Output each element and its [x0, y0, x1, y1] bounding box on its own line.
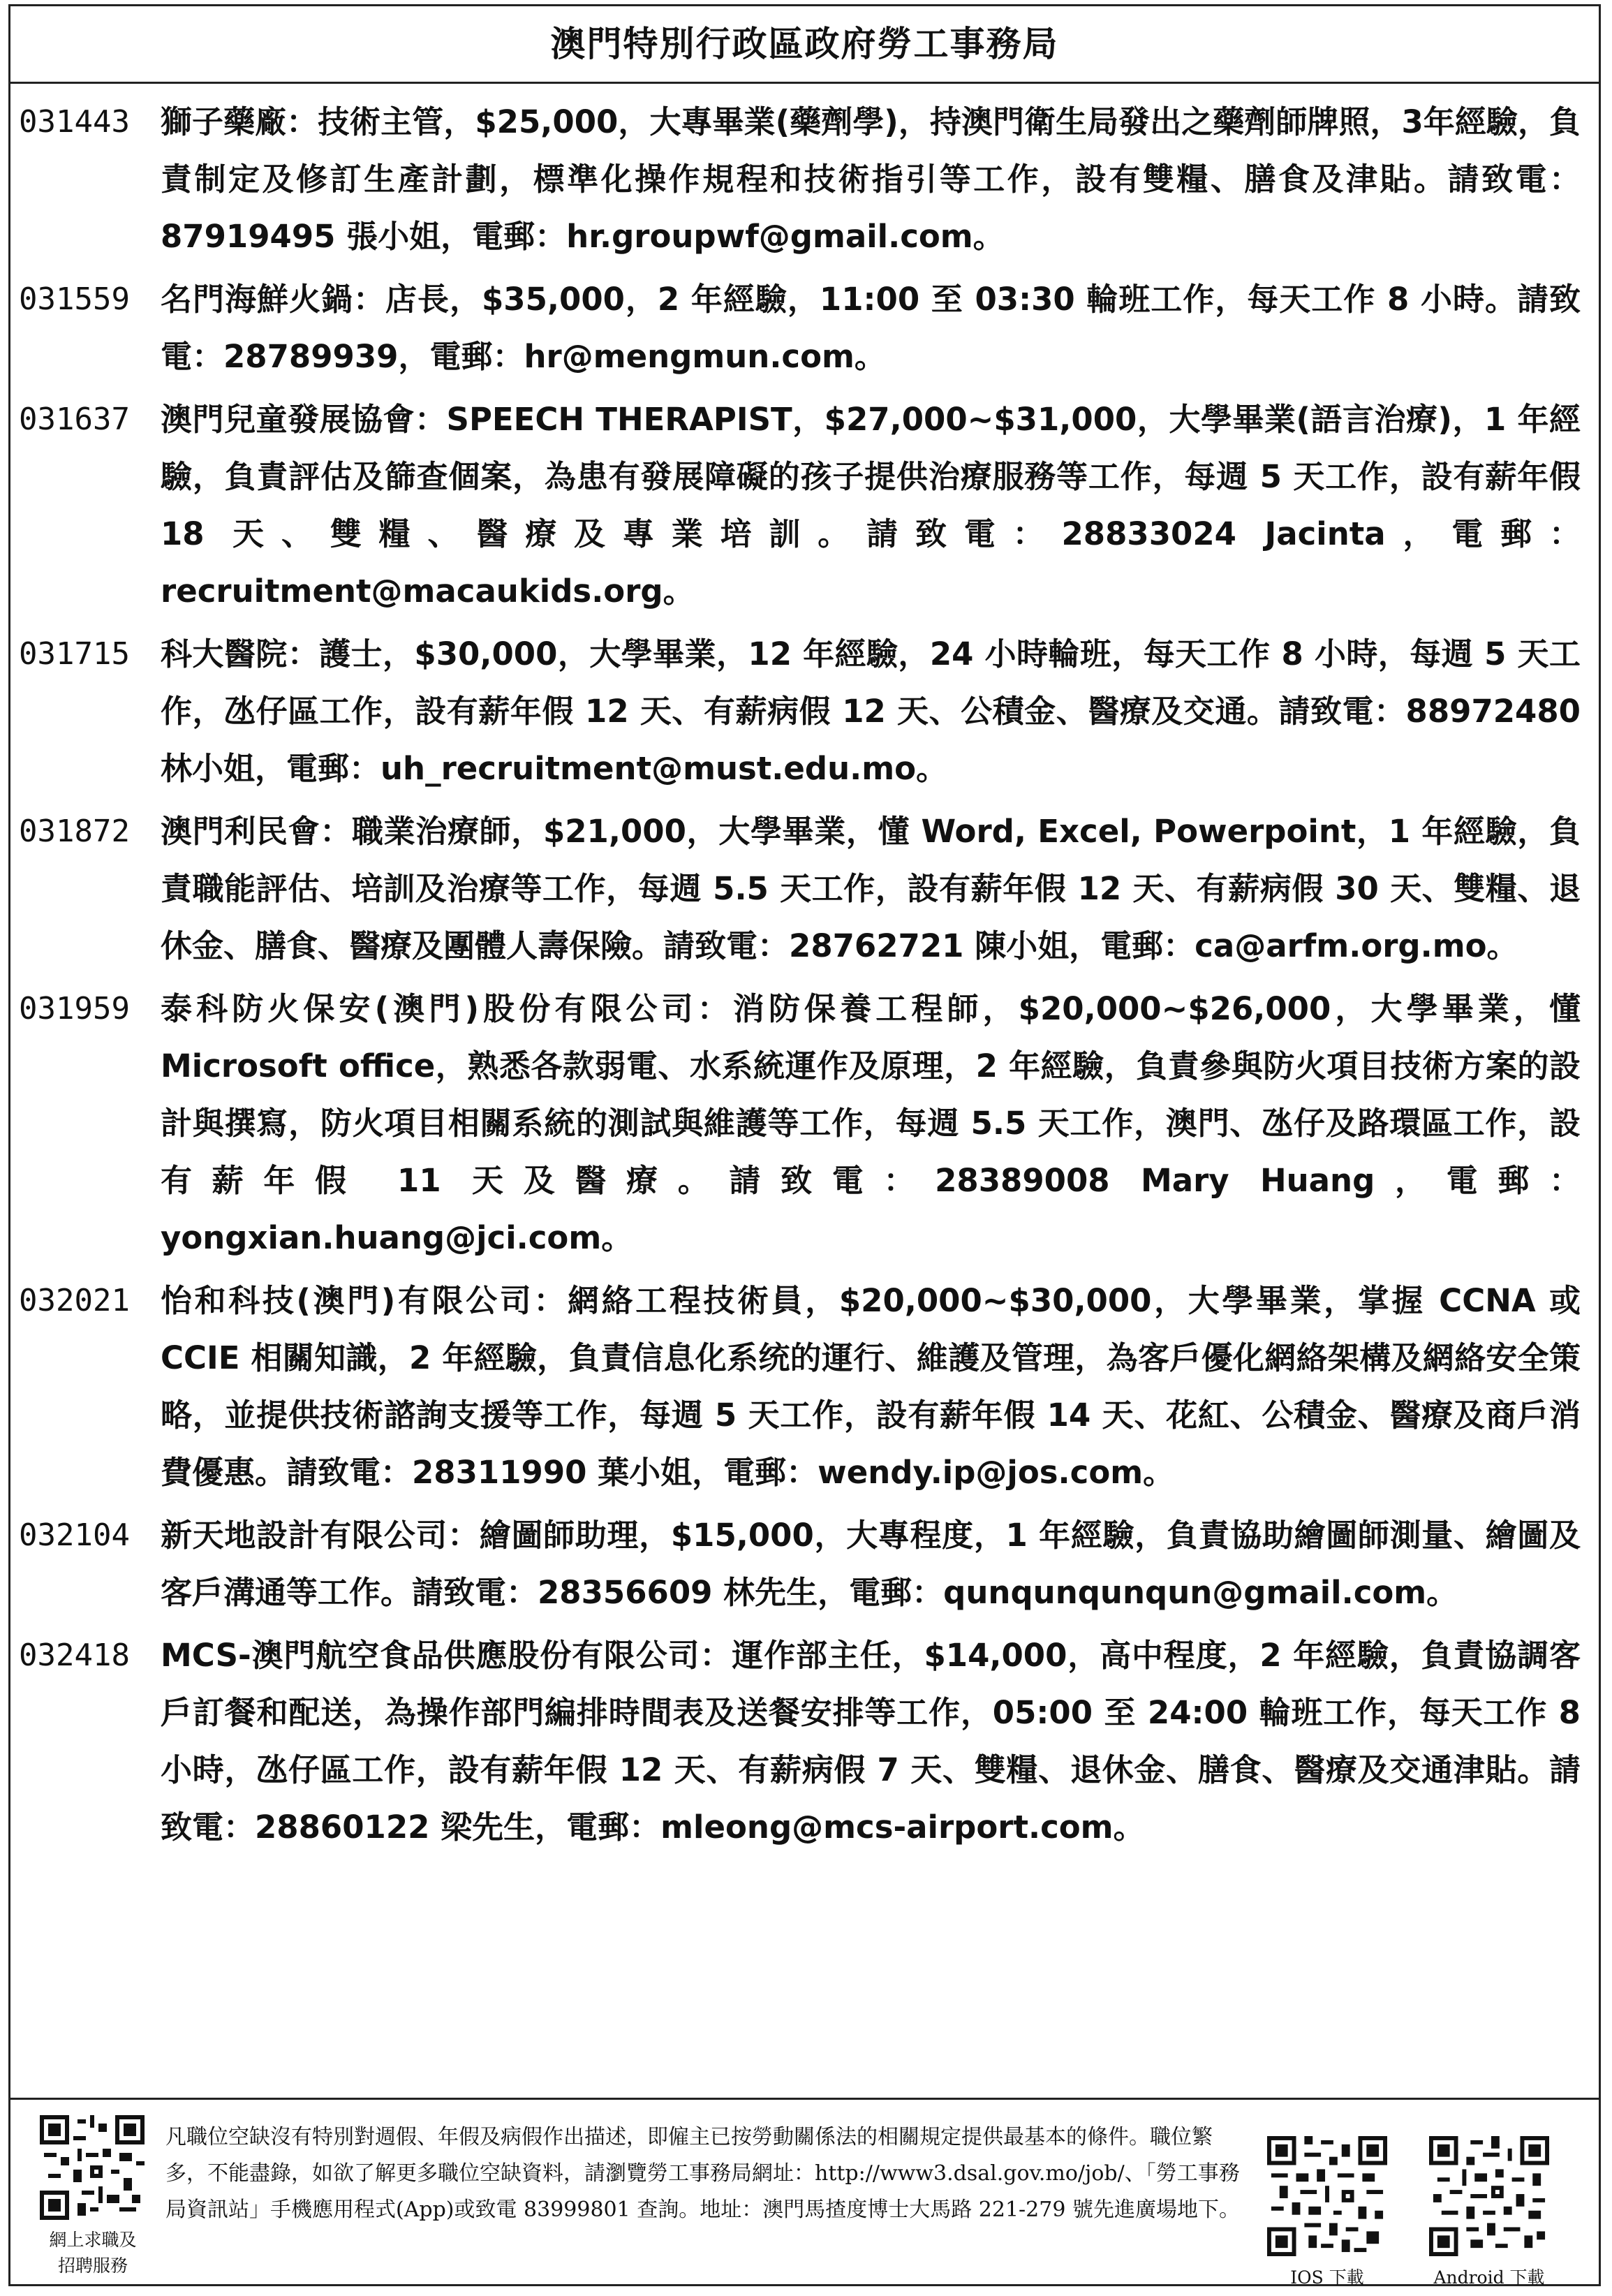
job-code: 031559	[19, 281, 130, 317]
qr-code-android[interactable]	[1429, 2136, 1549, 2256]
job-description: 科大醫院：護士，$30,000，大學畢業，12 年經驗，24 小時輪班，每天工作 8 小時，每週 5 天工作，氹仔區工作，設有薪年假 12 天、有薪病假 12 天、公積金、醫療及交通。請致電：88972480 林小姐，電郵：uh_recruitment@must.edu.mo。	[161, 635, 1581, 787]
job-code: 032104	[19, 1517, 130, 1553]
job-code: 032021	[19, 1283, 130, 1318]
job-description: 名門海鮮火鍋：店長，$35,000，2 年經驗，11:00 至 03:30 輪班工作，每天工作 8 小時。請致電：28789939，電郵：hr@mengmun.com。	[161, 281, 1581, 375]
qr-caption-android: Android 下載	[1433, 2267, 1545, 2288]
job-code: 031715	[19, 636, 130, 672]
job-listing	[10, 94, 1599, 265]
footer-notice: 凡職位空缺沒有特別對週假、年假及病假作出描述，即僱主已按勞動關係法的相關規定提供最基本的條件。職位繁多，不能盡錄，如欲了解更多職位空缺資料，請瀏覽勞工事務局網址：http://www3.dsal.gov.mo/job/、「勞工事務局資訊站」手機應用程式(App)或致電 83999801 查詢。地址：澳門馬揸度博士大馬路 221-279 號先進廣場地下。	[165, 2125, 1240, 2222]
qr-code-ios[interactable]	[1267, 2136, 1387, 2256]
page-title: 澳門特別行政區政府勞工事務局	[10, 6, 1599, 84]
job-description: 澳門利民會：職業治療師，$21,000，大學畢業，懂 Word, Excel, Powerpoint，1 年經驗，負責職能評估、培訓及治療等工作，每週 5.5 天工作，設有薪年假 12 天、有薪病假 30 天、雙糧、退休金、膳食、醫療及團體人壽保險。請致電：28762721 陳小姐，電郵：ca@arfm.org.mo。	[161, 813, 1581, 964]
job-listing	[10, 271, 1599, 385]
qr-caption-line: 招聘服務	[57, 2255, 128, 2276]
footer	[10, 2100, 1599, 2295]
job-description: MCS-澳門航空食品供應股份有限公司：運作部主任，$14,000，高中程度，2 年經驗，負責協調客戶訂餐和配送，為操作部門編排時間表及送餐安排等工作，05:00 至 24:00 輪班工作，每天工作 8 小時，氹仔區工作，設有薪年假 12 天、有薪病假 7 天、雙糧、退休金、膳食、醫療及交通津貼。請致電：28860122 梁先生，電郵：mleong@mcs-airport.com。	[161, 1637, 1581, 1846]
job-listing	[10, 626, 1599, 797]
job-listing	[10, 1507, 1599, 1621]
qr-code-icon	[40, 2115, 145, 2220]
qr-code-icon	[1429, 2136, 1549, 2256]
job-listing	[10, 803, 1599, 975]
job-description: 獅子藥廠：技術主管，$25,000，大專畢業(藥劑學)，持澳門衛生局發出之藥劑師牌照，3年經驗，負責制定及修訂生產計劃，標準化操作規程和技術指引等工作，設有雙糧、膳食及津貼。請致電：87919495 張小姐，電郵：hr.groupwf@gmail.com。	[161, 103, 1581, 255]
job-code: 031872	[19, 814, 130, 849]
job-listings	[10, 94, 1599, 2100]
job-code: 031959	[19, 991, 130, 1026]
job-listing	[10, 980, 1599, 1267]
qr-caption-job-service	[24, 2227, 161, 2279]
job-code: 031443	[19, 104, 130, 140]
job-description: 怡和科技(澳門)有限公司：網絡工程技術員，$20,000~$30,000，大學畢業，掌握 CCNA 或 CCIE 相關知識，2 年經驗，負責信息化系统的運行、維護及管理，為客戶優化網絡架構及網絡安全策略，並提供技術諮詢支援等工作，每週 5 天工作，設有薪年假 14 天、花紅、公積金、醫療及商戶消費優惠。請致電：28311990 葉小姐，電郵：wendy.ip@jos.com。	[161, 1282, 1581, 1491]
qr-caption-line: 網上求職及	[49, 2230, 137, 2250]
job-code: 032418	[19, 1638, 130, 1673]
qr-code-job-service[interactable]	[40, 2115, 145, 2220]
qr-code-icon	[1267, 2136, 1387, 2256]
job-listing	[10, 1627, 1599, 1856]
job-code: 031637	[19, 402, 130, 437]
job-description: 澳門兒童發展協會：SPEECH THERAPIST，$27,000~$31,000，大學畢業(語言治療)，1 年經驗，負責評估及篩查個案，為患有發展障礙的孩子提供治療服務等工作，每週 5 天工作，設有薪年假 18 天、雙糧、醫療及專業培訓。請致電：28833024 Jacinta，電郵：recruitment@macaukids.org。	[161, 401, 1581, 610]
job-listing	[10, 391, 1599, 620]
job-description: 泰科防火保安(澳門)股份有限公司：消防保養工程師，$20,000~$26,000，大學畢業，懂 Microsoft office，熟悉各款弱電、水系統運作及原理，2 年經驗，負責參與防火項目技術方案的設計與撰寫，防火項目相關系統的測試與維護等工作，每週 5.5 天工作，澳門、氹仔及路環區工作，設有薪年假 11 天及醫療。請致電：28389008 Mary Huang，電郵：yongxian.huang@jci.com。	[161, 990, 1581, 1256]
qr-caption-ios: IOS 下載	[1290, 2267, 1364, 2288]
job-listing	[10, 1272, 1599, 1501]
job-description: 新天地設計有限公司：繪圖師助理，$15,000，大專程度，1 年經驗，負責協助繪圖師測量、繪圖及客戶溝通等工作。請致電：28356609 林先生，電郵：qunqunqunqun@gmail.com。	[161, 1517, 1581, 1611]
notice-frame	[8, 4, 1601, 2286]
